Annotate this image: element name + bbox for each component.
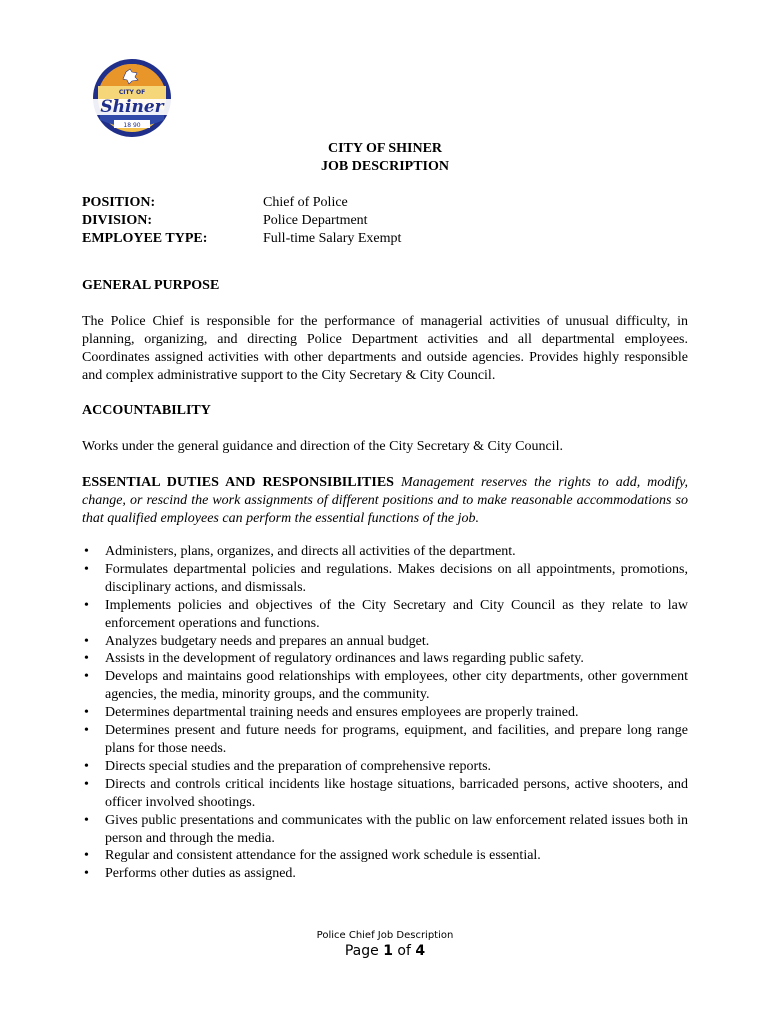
list-item xyxy=(82,597,688,633)
seal-city-text: CITY OF xyxy=(118,89,146,96)
duty-text: Analyzes budgetary needs and prepares an annual budget. xyxy=(105,633,430,649)
duty-text: Directs special studies and the preparation of comprehensive reports. xyxy=(105,758,492,774)
essential-duties-paragraph xyxy=(82,474,688,528)
accountability-text: Works under the general guidance and direction of the City Secretary & City Council. xyxy=(82,439,563,454)
general-purpose-heading: GENERAL PURPOSE xyxy=(82,278,220,293)
bullet-icon: • xyxy=(84,669,89,685)
duty-text: Implements policies and objectives of the City Secretary and City Council as they relate to law enforcement operations and functions. xyxy=(105,597,688,631)
bullet-icon: • xyxy=(84,544,89,559)
list-item xyxy=(82,776,688,812)
position-label: POSITION: xyxy=(82,195,156,210)
list-item xyxy=(82,704,688,722)
bullet-icon: • xyxy=(84,848,89,864)
page-of: of xyxy=(397,943,411,959)
general-purpose-text: The Police Chief is responsible for the performance of managerial activities of unusual difficulty, in planning, organizing, and directing Police Department activities and all departmental employees. Coordinates assigned activities with other departments and outside agencies. Provides highly responsible and complex administrative support to the City Secretary & City Council. xyxy=(82,314,688,383)
duty-text: Administers, plans, organizes, and directs all activities of the department. xyxy=(105,544,516,559)
list-item xyxy=(82,543,688,561)
list-item xyxy=(82,650,688,668)
list-item xyxy=(82,847,688,865)
page-word: Page xyxy=(344,943,379,959)
accountability-heading: ACCOUNTABILITY xyxy=(82,403,211,418)
footer-doc-name: Police Chief Job Description xyxy=(316,930,454,941)
bullet-icon: • xyxy=(84,723,89,739)
page-current: 1 xyxy=(383,943,393,959)
list-item xyxy=(82,758,688,776)
page-total: 4 xyxy=(415,943,426,959)
city-seal-logo xyxy=(86,58,178,142)
duty-text: Formulates departmental policies and regulations. Makes decisions on all appointments, promotions, disciplinary actions, and dismissals. xyxy=(105,561,688,595)
doc-title: JOB DESCRIPTION xyxy=(321,159,449,174)
bullet-icon: • xyxy=(84,561,89,577)
bullet-icon: • xyxy=(84,812,89,828)
division-value: Police Department xyxy=(263,213,368,228)
duty-text: Determines departmental training needs and ensures employees are properly trained. xyxy=(105,705,579,721)
bullet-icon: • xyxy=(84,633,89,649)
footer-page-number xyxy=(0,943,770,959)
employee-type-label: EMPLOYEE TYPE: xyxy=(82,231,208,246)
list-item xyxy=(82,633,688,651)
duty-text: Develops and maintains good relationships with employees, other city departments, other government agencies, the media, minority groups, and the community. xyxy=(105,669,688,703)
position-value: Chief of Police xyxy=(263,195,348,210)
essential-duties-note: Management reserves the rights to add, modify, change, or rescind the work assignments of different positions and to make reasonable accommodations so that qualified employees can perform the essential functions of the job. xyxy=(82,475,689,526)
org-title: CITY OF SHINER xyxy=(327,141,443,156)
duty-text: Performs other duties as assigned. xyxy=(105,866,296,882)
list-item xyxy=(82,865,688,883)
duties-list xyxy=(82,543,688,883)
seal-year-text: 18 90 xyxy=(123,122,141,129)
bullet-icon: • xyxy=(84,597,89,613)
duty-text: Gives public presentations and communicates with the public on law enforcement related issues both in person and through the media. xyxy=(105,812,688,846)
duty-text: Determines present and future needs for programs, equipment, and facilities, and prepare long range plans for those needs. xyxy=(105,723,688,756)
list-item xyxy=(82,722,688,758)
division-label: DIVISION: xyxy=(82,213,153,228)
essential-duties-heading: ESSENTIAL DUTIES AND RESPONSIBILITIES xyxy=(82,475,394,490)
duty-text: Assists in the development of regulatory ordinances and laws regarding public safety. xyxy=(105,651,584,667)
seal-name-text: Shiner xyxy=(100,97,164,117)
bullet-icon: • xyxy=(84,776,89,792)
bullet-icon: • xyxy=(84,651,89,667)
duty-text: Directs and controls critical incidents like hostage situations, barricaded persons, active shooters, and officer involved shootings. xyxy=(105,776,688,810)
bullet-icon: • xyxy=(84,758,89,774)
bullet-icon: • xyxy=(84,866,89,882)
list-item xyxy=(82,812,688,848)
list-item xyxy=(82,561,688,597)
list-item xyxy=(82,668,688,704)
bullet-icon: • xyxy=(84,705,89,721)
employee-type-value: Full-time Salary Exempt xyxy=(263,231,402,246)
duty-text: Regular and consistent attendance for the assigned work schedule is essential. xyxy=(105,848,541,864)
